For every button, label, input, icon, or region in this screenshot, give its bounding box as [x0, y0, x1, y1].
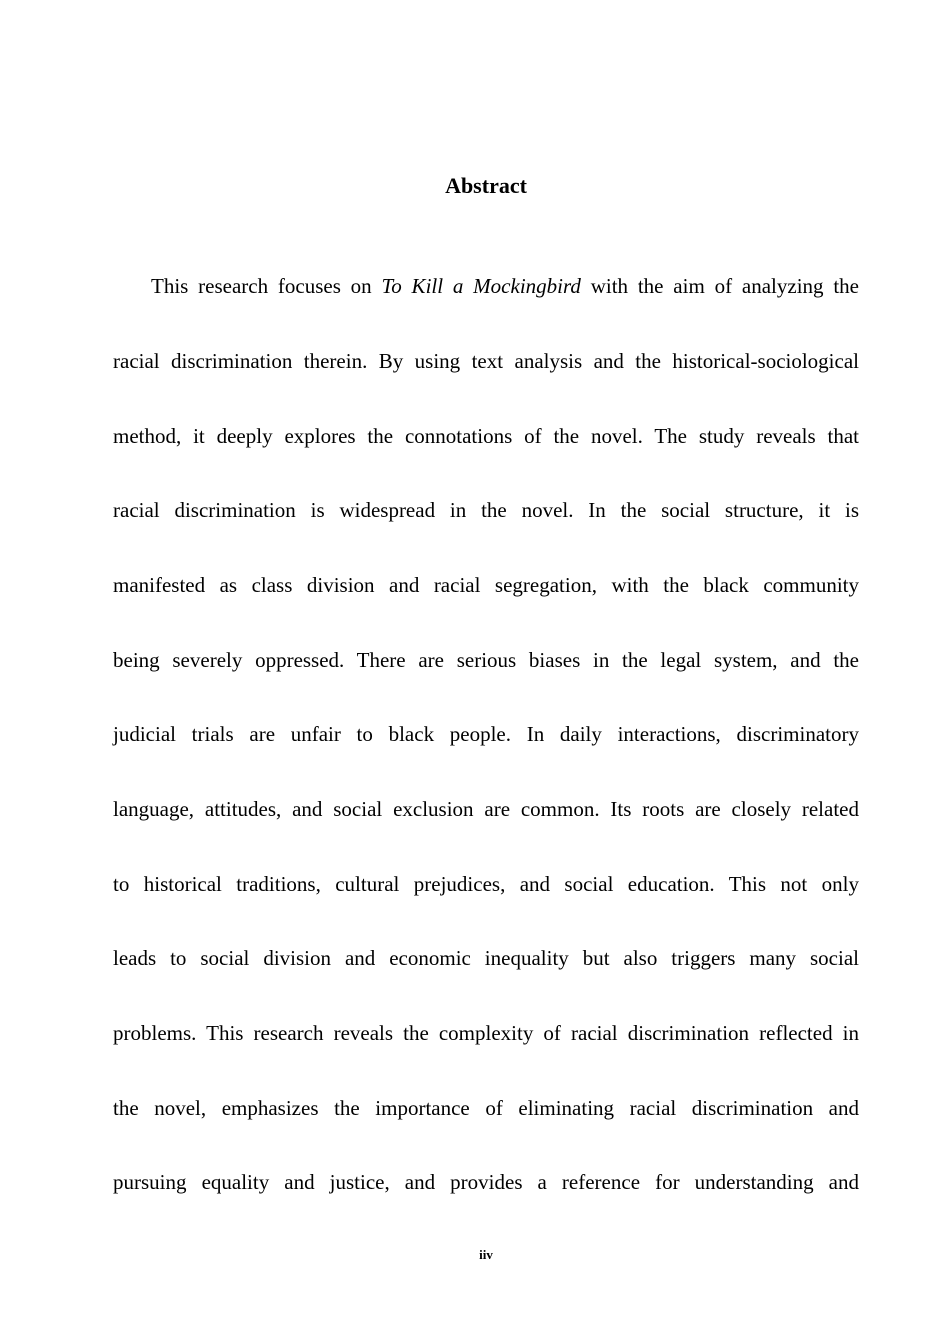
abstract-line: pursuing equality and justice, and provides a reference for understanding and [113, 1170, 859, 1194]
abstract-line: the novel, emphasizes the importance of eliminating racial discrimination and [113, 1096, 859, 1120]
abstract-line: judicial trials are unfair to black people. In daily interactions, discriminatory [113, 722, 859, 746]
page-title: Abstract [445, 173, 527, 198]
book-title: To Kill a Mockingbird [381, 274, 581, 298]
abstract-line [151, 272, 859, 300]
page-number: iiv [479, 1247, 493, 1262]
abstract-line: problems. This research reveals the complexity of racial discrimination reflected in [113, 1021, 859, 1045]
abstract-text: with the aim of analyzing the [590, 274, 860, 298]
abstract-line: language, attitudes, and social exclusion are common. Its roots are closely related [113, 797, 859, 821]
abstract-line: being severely oppressed. There are serious biases in the legal system, and the [113, 648, 859, 672]
abstract-line: method, it deeply explores the connotations of the novel. The study reveals that [113, 424, 859, 448]
abstract-text: This research focuses on [151, 274, 372, 298]
abstract-line: manifested as class division and racial segregation, with the black community [113, 573, 859, 597]
abstract-line: racial discrimination therein. By using text analysis and the historical-sociological [113, 349, 859, 373]
abstract-line: to historical traditions, cultural prejudices, and social education. This not only [113, 872, 859, 896]
abstract-line: racial discrimination is widespread in the novel. In the social structure, it is [113, 498, 859, 522]
abstract-line: leads to social division and economic inequality but also triggers many social [113, 946, 859, 970]
